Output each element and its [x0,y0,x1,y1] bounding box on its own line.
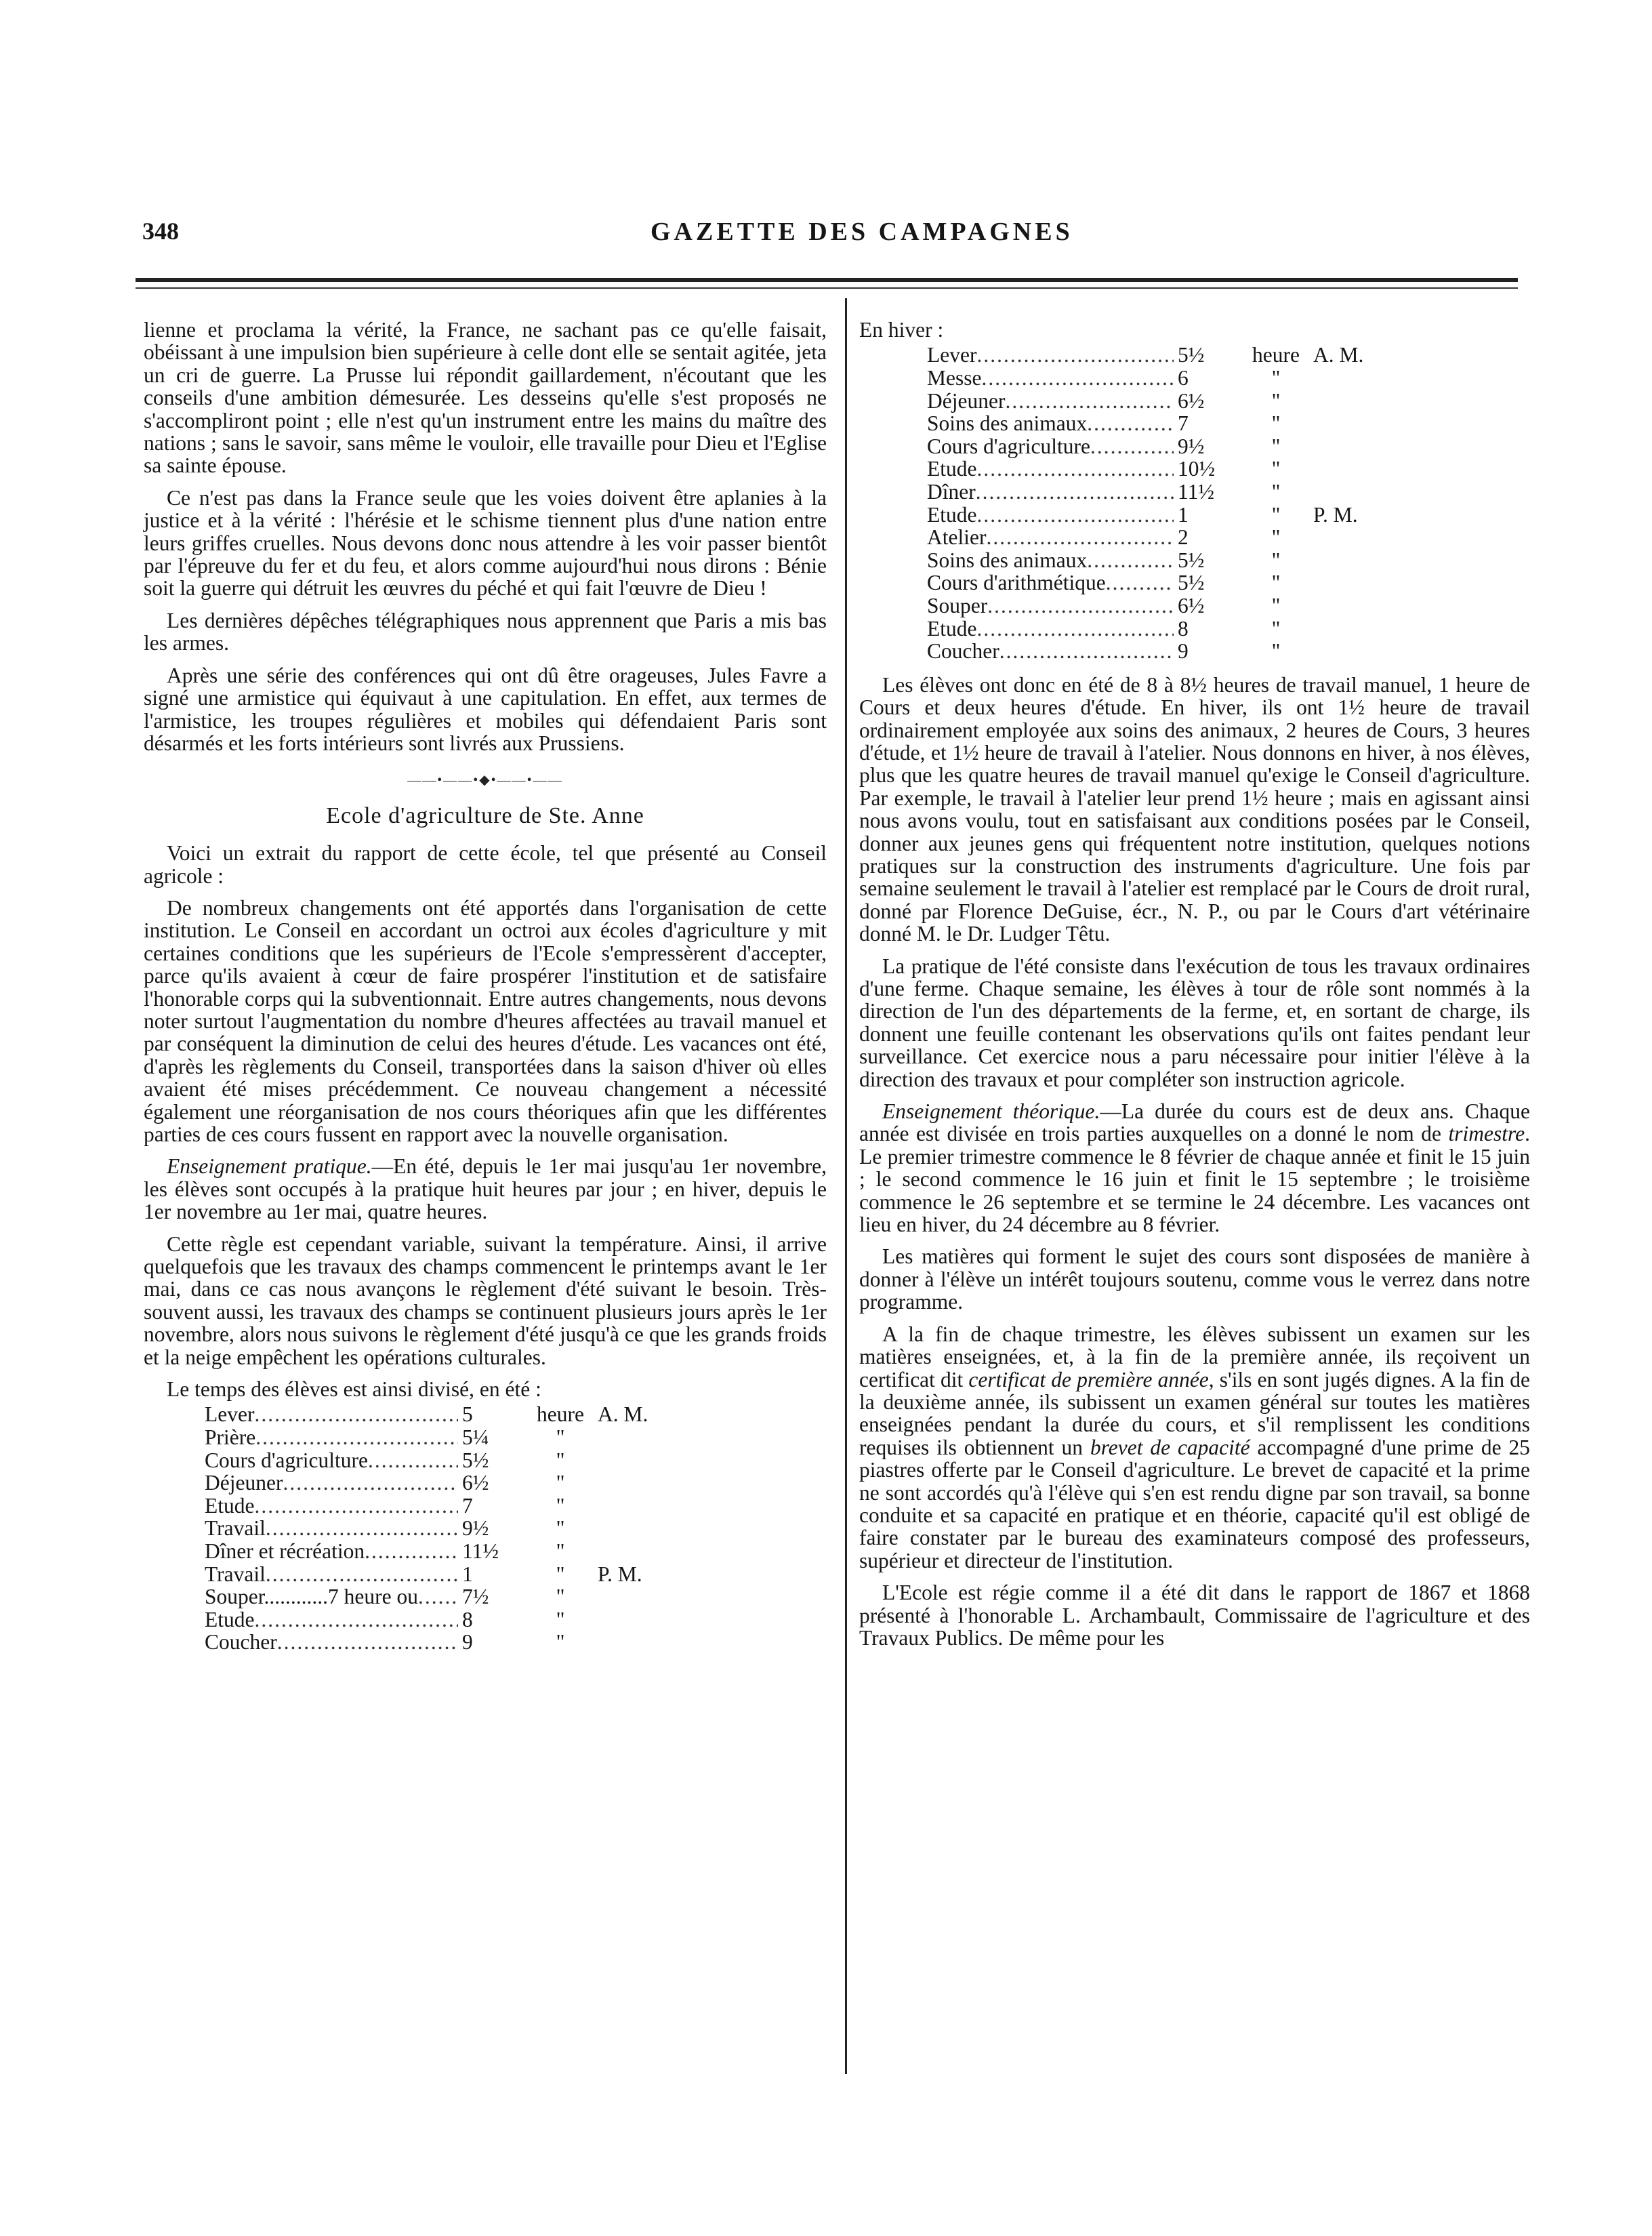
leader-dots [976,504,1174,526]
schedule-activity: Coucher [205,1630,277,1654]
schedule-row [144,1540,679,1563]
schedule-activity: Cours d'agriculture [927,434,1090,458]
paragraph: A la fin de chaque trimestre, les élèves subissent un examen sur les matières enseignées, et, à la fin de la première année, ils reçoivent un certificat dit certificat de première année, s'ils en sont jugés dignes. A la fin de la deuxième année, ils subissent un examen général sur toutes les matières enseignées pendant la durée du cours, et s'il remplissent les conditions requises ils obtiennent un brevet de capacité accompagné d'une prime de 25 piastres offerte par le Conseil d'agriculture. Le brevet de capacité et la prime ne sont accordés qu'à l'élève qui s'en est rendu digne par son travail, sa bonne conduite et sa capacité en pratique et en théorie, capacité qu'il est obligé de faire constater par le bureau des examinateurs composé des professeurs, supérieur et directeur de l'institution. [859,1322,1531,1572]
schedule-period: P. M. [1313,502,1358,527]
schedule-time: 11½ [462,1539,499,1564]
schedule-row [859,390,1395,413]
leader-dots [976,458,1174,480]
schedule-row [859,458,1395,481]
column-divider [845,298,847,2074]
schedule-unit: " [556,1630,565,1654]
schedule-time: 9½ [462,1516,489,1541]
schedule-row [859,640,1395,663]
schedule-unit: " [1271,525,1281,550]
leader-dots [976,344,1174,366]
leader-dots [1087,412,1174,434]
schedule-time: 2 [1178,525,1189,550]
schedule-time: 5 [462,1402,473,1427]
schedule-activity: Prière [205,1425,256,1450]
schedule-time: 7½ [462,1585,489,1609]
schedule-activity: Souper [927,593,988,617]
schedule-row [144,1631,679,1654]
leader-dots [254,1403,458,1425]
term: trimestre [1448,1122,1525,1146]
schedule-activity: Travail [205,1516,266,1541]
schedule-unit: " [1271,411,1281,436]
schedule-time: 5½ [1178,343,1205,367]
running-title: GAZETTE DES CAMPAGNES [651,218,1073,246]
schedule-row [859,549,1395,572]
schedule-unit: " [556,1448,565,1472]
schedule-period: A. M. [598,1402,648,1427]
paragraph: Enseignement pratique.—En été, depuis le 1er mai jusqu'au 1er novembre, les élèves sont occupés à la pratique huit heures par jour ; en hiver, depuis le 1er novembre au 1er mai, quatre heures. [144,1154,827,1224]
schedule-activity: Lever [205,1402,255,1427]
term: brevet de capacité [1090,1435,1250,1459]
schedule-unit: " [556,1562,565,1586]
leader-dots [999,640,1174,662]
leader-dots [266,1563,458,1585]
schedule-time: 9 [462,1630,473,1654]
schedule-time: 9 [1178,639,1189,664]
paragraph: Cette règle est cependant variable, suivant la température. Ainsi, il arrive quelquefois que les travaux des champs commencent le printemps avant le 1er mai, dans ce cas nous avançons le règlement d'été suivant le besoin. Très-souvent aussi, les travaux des champs se continuent plusieurs jours après le 1er novembre, alors nous suivons le règlement d'été jusqu'à ce que les grands froids et la neige empêchent les opérations culturales. [144,1232,827,1369]
leader-dots [987,594,1174,617]
schedule-row [144,1449,679,1472]
paragraph: Après une série des conférences qui ont dû être orageuses, Jules Favre a signé une armistice qui équivaut à une capitulation. En effet, aux termes de l'armistice, les troupes régulières et mobiles qui défendaient Paris sont désarmés et les forts intérieurs sont livrés aux Prussiens. [144,663,827,755]
leader-dots [283,1471,458,1494]
leader-dots [266,1517,458,1539]
schedule-time: 10½ [1178,457,1216,481]
schedule-time: 6½ [462,1471,489,1495]
schedule-unit: " [1271,502,1281,527]
schedule-activity: Soins des animaux [927,411,1088,436]
paragraph: Les élèves ont donc en été de 8 à 8½ heures de travail manuel, 1 heure de Cours et deux heures d'étude. En hiver, ils ont 1½ heure de travail ordinairement employée aux soins des animaux, 2 heures de Cours, 3 heures d'étude, et 1½ heure de travail à l'atelier. Nous donnons en hiver, à nos élèves, plus que les quatre heures de travail manuel qu'exige le Conseil d'agriculture. Par exemple, le travail à l'atelier leur prend 1½ heure ; mais en agissant ainsi nous avons voulu, tout en satisfaisant aux conditions posées par le Conseil, donner aux jeunes gens qui fréquentent notre institution, quelques notions pratiques sur la construction des instruments d'agriculture. Une fois par semaine seulement le travail à l'atelier est remplacé par le Cours de droit rural, donné par Florence DeGuise, écr., N. P., ou par le Cours d'art vétérinaire donné M. le Dr. Ludger Têtu. [859,672,1530,946]
schedule-activity: Dîner [927,479,976,504]
schedule-time: 6 [1178,366,1189,390]
schedule-activity: Coucher [927,639,999,664]
schedule-row [144,1403,679,1426]
schedule-unit: " [556,1516,565,1541]
leader-dots [986,526,1174,548]
schedule-unit: " [1271,434,1281,458]
schedule-time: 5½ [1178,571,1205,595]
header-rule-thin [136,287,1518,289]
schedule-row [144,1426,679,1449]
schedule-time: 5½ [462,1448,489,1472]
schedule-activity: Soins des animaux [927,548,1088,572]
section-divider: ——•——•◆•——•—— [407,773,563,788]
schedule-activity: Messe [927,366,982,390]
leader-dots [1090,435,1174,458]
schedule-time: 1 [1178,502,1189,527]
schedule-row [859,526,1395,549]
paragraph: La pratique de l'été consiste dans l'exécution de tous les travaux ordinaires d'une ferme. Chaque semaine, les élèves à tour de rôle sont nommés à la direction de l'un des départements de la ferme, et, en sortant de charge, ils donnent une feuille contenant les observations qu'ils ont faites pendant leur surveillance. Cet exercice nous a paru nécessaire pour initier l'élève à la direction des travaux et pour compléter son instruction agricole. [859,954,1530,1091]
schedule-row [859,435,1395,458]
schedule-unit: " [1271,548,1281,572]
schedule-activity: Etude [927,502,977,527]
leader-dots [976,481,1174,503]
schedule-activity: Atelier [927,525,987,550]
leader-dots [1106,571,1174,594]
schedule-activity: Déjeuner [205,1471,283,1495]
paragraph: Enseignement théorique.—La durée du cours est de deux ans. Chaque année est divisée en trois parties auxquelles on a donné le nom de trimestre. Le premier trimestre commence le 8 février de chaque année et finit le 15 juin ; le second commence le 16 juin et finit le 15 septembre ; le troisième commence le 26 septembre et se termine le 24 décembre. Les vacances ont lieu en hiver, du 24 décembre au 8 février. [859,1099,1530,1237]
schedule-unit: " [556,1493,565,1518]
summer-schedule [144,1403,827,1654]
header-rule [136,278,1518,282]
left-column [144,319,827,1665]
leader-dots [976,617,1174,640]
right-column [859,319,1530,1659]
leader-dots [1005,390,1174,412]
leader-dots [254,1608,458,1631]
leader-dots [982,367,1174,389]
schedule-unit: " [1271,479,1281,504]
schedule-unit: " [556,1471,565,1495]
leader-dots [254,1495,458,1517]
page-header [136,217,1531,258]
schedule-row [859,504,1395,527]
schedule-activity: Déjeuner [927,388,1006,413]
schedule-row [859,617,1395,641]
schedule-unit: " [556,1585,565,1609]
leader-dots [255,1426,458,1448]
leader-dots [365,1540,458,1562]
schedule-unit: heure [1252,343,1300,367]
schedule-row [859,594,1395,617]
paragraph: lienne et proclama la vérité, la France, ne sachant pas ce qu'elle faisait, obéissant à une impulsion bien supérieure à celle dont elle se sentait agitée, jeta un cri de guerre. La Prusse lui répondit gaillardement, n'écoutant que les conseils d'une ambition démesurée. Les desseins qu'elle s'est proposés ne s'accompliront point ; elle n'est qu'un instrument entre les mains du maître des nations ; sans le savoir, sans même le vouloir, elle travaille pour Dieu et l'Eglise sa sainte épouse. [144,318,827,478]
schedule-time: 6½ [1178,388,1205,413]
page-number: 348 [142,218,179,245]
schedule-row [144,1563,679,1586]
term: certificat de première année [968,1367,1209,1391]
schedule-row [859,344,1395,367]
schedule-row [144,1608,679,1631]
leader-dots [277,1631,458,1653]
schedule-activity: Etude [927,616,977,641]
schedule-activity: Cours d'arithmétique [927,571,1106,595]
schedule-time: 11½ [1178,479,1214,504]
schedule-unit: " [1271,593,1281,617]
schedule-row [859,481,1395,504]
schedule-time: 1 [462,1562,473,1586]
schedule-row [144,1471,679,1495]
schedule-time: 7 [462,1493,473,1518]
paragraph: Les matières qui forment le sujet des cours sont disposées de manière à donner à l'élève un intérêt toujours soutenu, comme vous le verrez dans notre programme. [859,1244,1530,1314]
schedule-activity: Lever [927,343,977,367]
schedule-time: 5½ [1178,548,1205,572]
lead-term: Enseignement pratique. [167,1154,372,1179]
section-title: Ecole d'agriculture de Ste. Anne [326,802,644,828]
schedule-activity: Etude [205,1493,255,1518]
schedule-time: 8 [462,1607,473,1631]
schedule-unit: " [1271,616,1281,641]
schedule-time: 8 [1178,616,1189,641]
paragraph: Le temps des élèves est ainsi divisé, en été : [167,1377,541,1402]
schedule-unit: " [1271,639,1281,664]
schedule-row [144,1517,679,1540]
schedule-row [859,367,1395,390]
schedule-period: P. M. [598,1562,642,1586]
paragraph: Ce n'est pas dans la France seule que les voies doivent être aplanies à la justice et à la vérité : l'hérésie et le schisme tiennent plus d'une nation entre leurs griffes cruelles. Nous devons donc nous attendre à les voir passer bientôt par l'épreuve du fer et du feu, et alors comme aujourd'hui nous dirons : Bénie soit la guerre qui détruit les œuvres du péché et qui fait l'œuvre de Dieu ! [144,485,827,601]
schedule-row [144,1495,679,1518]
schedule-activity: Cours d'agriculture [205,1448,368,1472]
paragraph: L'Ecole est régie comme il a été dit dans le rapport de 1867 et 1868 présenté à l'honorable L. Archambault, Commissaire de l'agriculture et des Travaux Publics. De même pour les [859,1581,1530,1650]
schedule-time: 7 [1178,411,1189,436]
schedule-row [859,571,1395,594]
schedule-row [859,412,1395,435]
schedule-activity: Etude [927,457,977,481]
schedule-time: 9½ [1178,434,1205,458]
schedule-row [144,1585,679,1608]
schedule-time: 5¼ [462,1425,489,1450]
schedule-unit: " [556,1607,565,1631]
schedule-unit: " [1271,388,1281,413]
schedule-activity: Etude [205,1607,255,1631]
schedule-unit: " [556,1425,565,1450]
schedule-unit: " [1271,366,1281,390]
paragraph: De nombreux changements ont été apportés dans l'organisation de cette institution. Le Conseil en accordant un octroi aux écoles d'agriculture y mit certaines conditions que les supérieurs de l'Ecole s'empressèrent d'accepter, parce qu'ils avaient à cœur de faire prospérer l'institution et de satisfaire l'honorable corps qui la subventionnait. Entre autres changements, nous devons noter surtout l'augmentation du nombre d'heures affectées au travail manuel et par conséquent la diminution de celui des heures d'étude. Les vacances ont été, d'après les règlements du Conseil, transportées dans la saison d'hiver où elles avaient été mises précédemment. Ce nouveau changement a nécessité également une réorganisation de nos cours théoriques afin que les différentes parties de ces cours fussent en rapport avec la nouvelle organisation. [144,895,827,1146]
schedule-period: A. M. [1313,343,1364,367]
lead-term: Enseignement théorique. [882,1099,1100,1124]
schedule-activity: Souper............7 heure ou [205,1585,418,1609]
winter-schedule [859,344,1530,662]
leader-dots [368,1449,458,1471]
paragraph: Voici un extrait du rapport de cette école, tel que présenté au Conseil agricole : [144,841,827,888]
schedule-activity: Travail [205,1562,266,1586]
paragraph: En hiver : [859,318,944,342]
leader-dots [1087,549,1174,571]
schedule-unit: " [1271,571,1281,595]
schedule-time: 6½ [1178,593,1205,617]
schedule-unit: " [1271,457,1281,481]
paragraph: Les dernières dépêches télégraphiques nous apprennent que Paris a mis bas les armes. [144,608,827,655]
schedule-unit: " [556,1539,565,1564]
schedule-activity: Dîner et récréation [205,1539,365,1564]
leader-dots [418,1585,458,1608]
schedule-unit: heure [537,1402,584,1427]
